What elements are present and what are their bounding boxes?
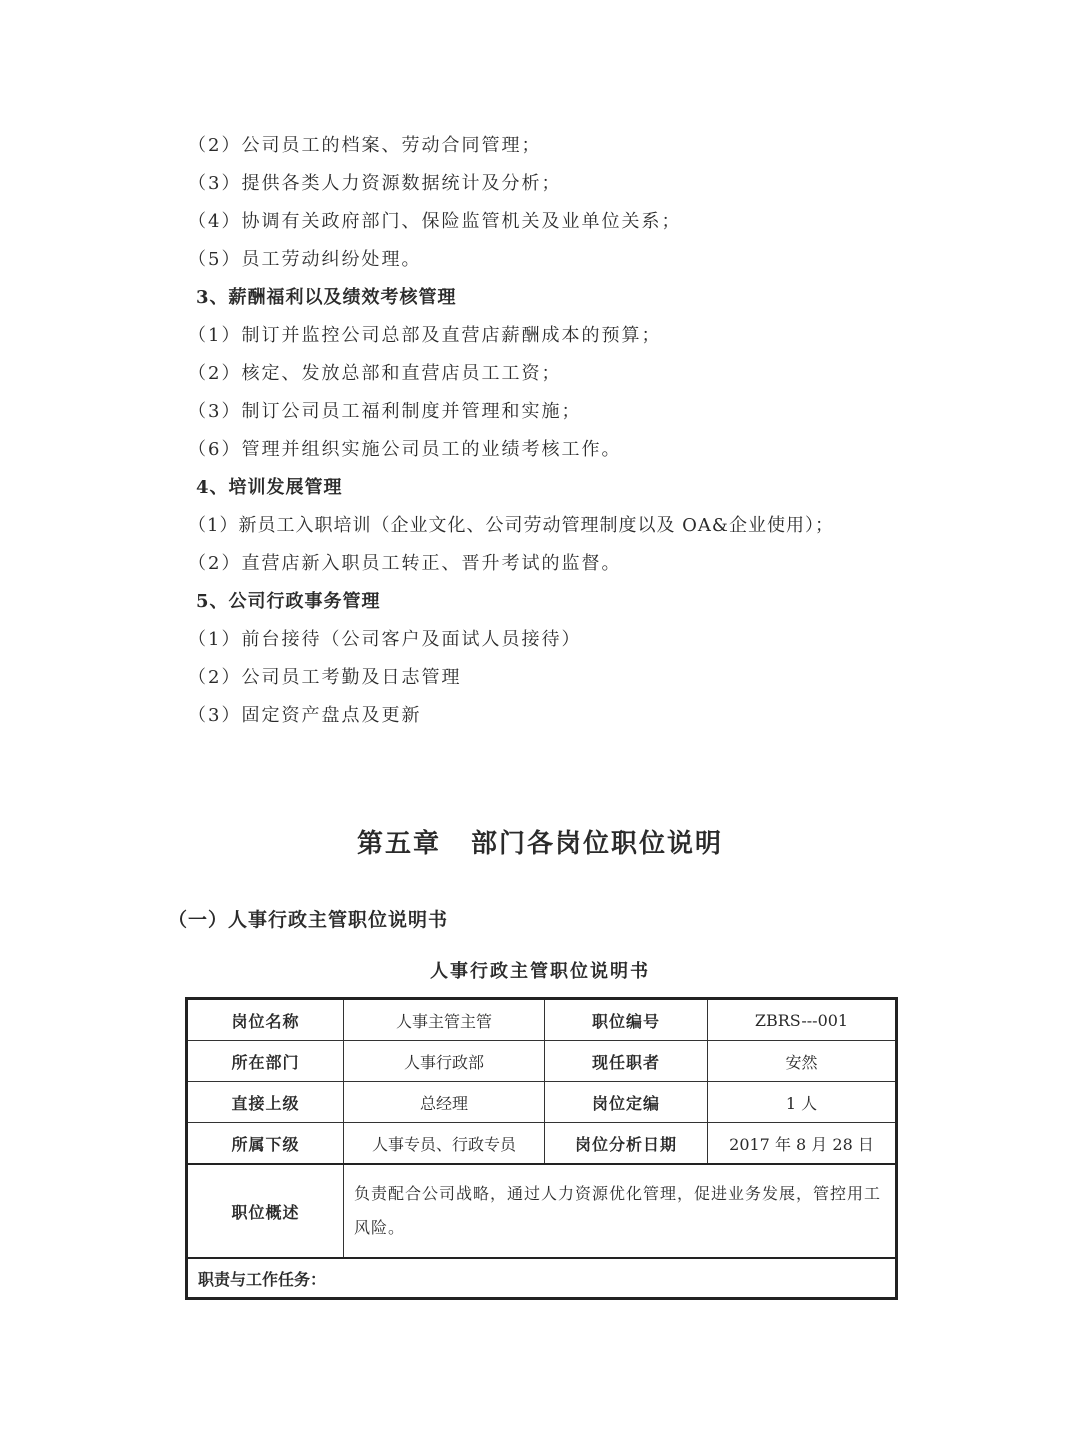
table-row-overview: [187, 1164, 897, 1258]
list-item: （3）固定资产盘点及更新: [188, 705, 422, 726]
section-title: （一）人事行政主管职位说明书: [168, 909, 449, 931]
table-row: [187, 1041, 897, 1082]
list-item: （4）协调有关政府部门、保险监管机关及业单位关系；: [188, 211, 682, 232]
table-label: 职位编号: [545, 999, 708, 1041]
table-label: 直接上级: [187, 1082, 344, 1123]
table-cell: 安然: [708, 1041, 897, 1082]
table-cell: 人事主管主管: [344, 999, 545, 1041]
table-cell: 2017 年 8 月 28 日: [708, 1123, 897, 1165]
duties-label: 职责与工作任务：: [187, 1258, 897, 1299]
table-label: 岗位定编: [545, 1082, 708, 1123]
list-item: （6）管理并组织实施公司员工的业绩考核工作。: [188, 439, 622, 460]
list-item: （1）前台接待（公司客户及面试人员接待）: [188, 629, 582, 650]
list-item: （3）制订公司员工福利制度并管理和实施；: [188, 401, 582, 422]
chapter-name: 部门各岗位职位说明: [471, 829, 724, 859]
table-row: [187, 999, 897, 1041]
chapter-number: 第五章: [356, 829, 441, 859]
table-cell: 1 人: [708, 1082, 897, 1123]
list-item: （5）员工劳动纠纷处理。: [188, 249, 422, 270]
list-item: （2）直营店新入职员工转正、晋升考试的监督。: [188, 553, 622, 574]
heading-training: 4、培训发展管理: [196, 477, 343, 498]
heading-salary: 3、薪酬福利以及绩效考核管理: [196, 287, 457, 308]
table-label: 所在部门: [187, 1041, 344, 1082]
overview-text: 负责配合公司战略，通过人力资源优化管理，促进业务发展，管控用工风险。: [344, 1164, 897, 1258]
table-cell: ZBRS---001: [708, 999, 897, 1041]
table-label: 岗位名称: [187, 999, 344, 1041]
table-label: 现任职者: [545, 1041, 708, 1082]
table-row-duties: [187, 1258, 897, 1299]
table-title: 人事行政主管职位说明书: [430, 961, 650, 982]
list-item: （2）公司员工考勤及日志管理: [188, 667, 462, 688]
table-row: [187, 1082, 897, 1123]
list-item: （1）制订并监控公司总部及直营店薪酬成本的预算；: [188, 325, 662, 346]
list-item: （1）新员工入职培训（企业文化、公司劳动管理制度以及 OA&企业使用）；: [188, 515, 834, 536]
list-item: （2）核定、发放总部和直营店员工工资；: [188, 363, 562, 384]
table-cell: 人事行政部: [344, 1041, 545, 1082]
chapter-title: [0, 823, 1080, 860]
list-item: （2）公司员工的档案、劳动合同管理；: [188, 135, 542, 156]
overview-label: 职位概述: [187, 1164, 344, 1258]
table-label: 岗位分析日期: [545, 1123, 708, 1165]
table-cell: 总经理: [344, 1082, 545, 1123]
table-cell: 人事专员、行政专员: [344, 1123, 545, 1165]
table-row: [187, 1123, 897, 1165]
heading-admin: 5、公司行政事务管理: [196, 591, 381, 612]
job-description-table: [185, 997, 898, 1300]
table-label: 所属下级: [187, 1123, 344, 1165]
list-item: （3）提供各类人力资源数据统计及分析；: [188, 173, 562, 194]
